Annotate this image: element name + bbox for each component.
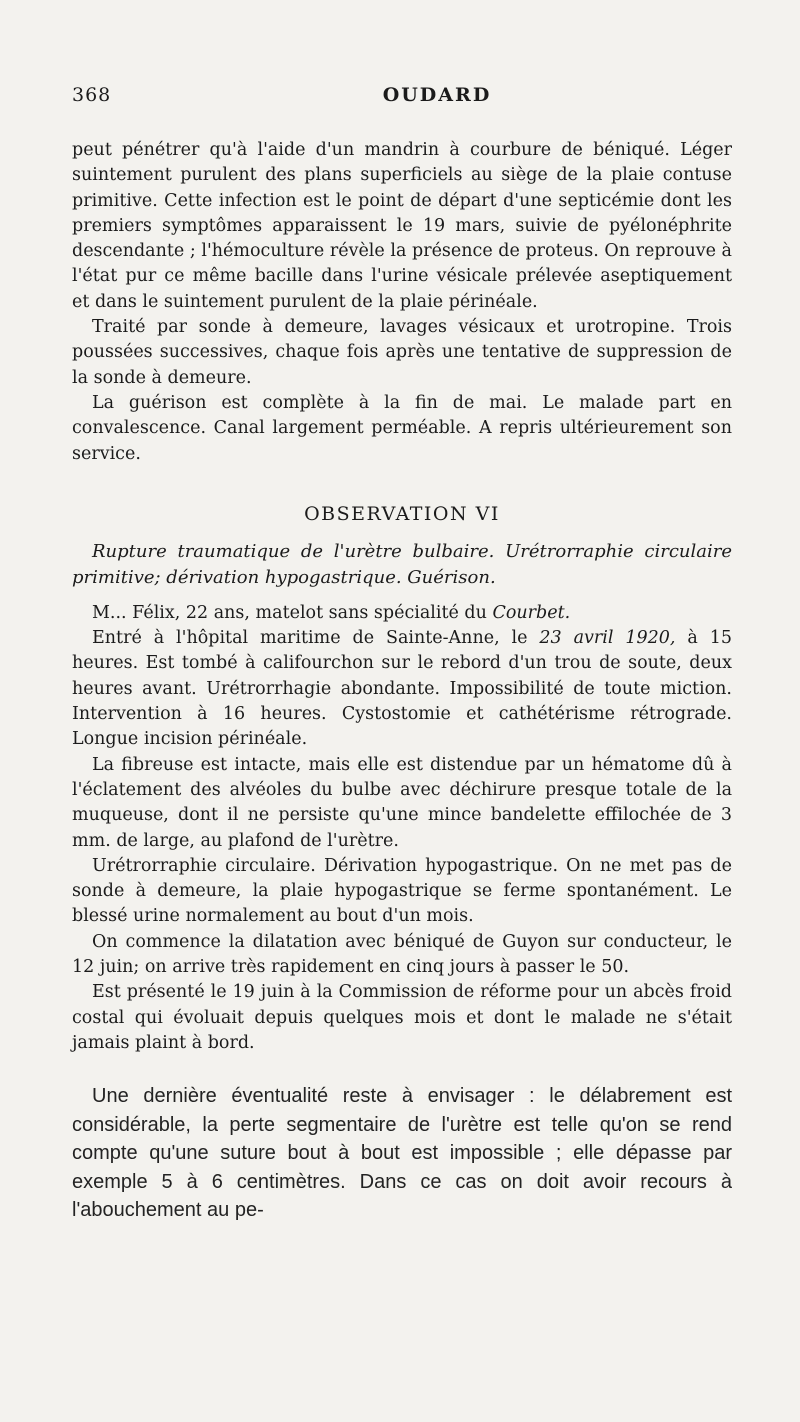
observation-title: OBSERVATION VI (304, 502, 500, 525)
paragraph-commission: Est présenté le 19 juin à la Commission de réforme pour un abcès froid costal qui évoluait depuis quelques mois et dont le malade ne s'était jamais plaint à bord. (72, 982, 732, 1053)
observation-subtitle: Rupture traumatique de l'urètre bulbaire. Urétrorraphie circulaire primitive; dérivation hypogastrique. Guérison. (72, 540, 732, 588)
page-header (72, 84, 732, 114)
page-number: 368 (72, 84, 112, 106)
patient-line (72, 601, 732, 626)
patient-line-text: M... Félix, 22 ans, matelot sans spécialité du (92, 602, 487, 623)
admission-paragraph (72, 626, 732, 752)
paragraph-findings: La fibreuse est intacte, mais elle est distendue par un hématome dû à l'éclatement des alvéoles du bulbe avec déchirure presque totale de la muqueuse, dont il ne persiste qu'une mince bandelette effilochée de 3 mm. de large, au plafond de l'urètre. (72, 754, 732, 851)
paragraph-treatment: Traité par sonde à demeure, lavages vésicaux et urotropine. Trois poussées successives, chaque fois après une tentative de suppression de la sonde à demeure. (72, 317, 732, 388)
paragraph-dilatation: On commence la dilatation avec béniqué de Guyon sur conducteur, le 12 juin; on arrive très rapidement en cinq jours à passer le 50. (72, 931, 732, 978)
admission-prefix: Entré à l'hôpital maritime de Sainte-Anne, le (92, 628, 528, 649)
paragraph-closing: Une dernière éventualité reste à envisager : le délabrement est considérable, la perte segmentaire de l'urètre est telle qu'on se rend compte qu'une suture bout à bout est impossible ; elle dépasse par exemple 5 à 6 centimètres. Dans ce cas on doit avoir recours à l'abouchement au pe- (72, 1085, 732, 1222)
paragraph-case-continuation: peut pénétrer qu'à l'aide d'un mandrin à courbure de béniqué. Léger suintement purulent des plans superficiels au siège de la plaie contuse primitive. Cette infection est le point de départ d'une septicémie dont les premiers symptômes apparaissent le 19 mars, suivie de pyélonéphrite descendante ; l'hémoculture révèle la présence de proteus. On reprouve à l'état pur ce même bacille dans l'urine vésicale prélevée aseptiquement et dans le suintement purulent de la plaie périnéale. (72, 140, 732, 312)
body-text (72, 138, 732, 1225)
paragraph-recovery: La guérison est complète à la fin de mai. Le malade part en convalescence. Canal largement perméable. A repris ultérieurement son service. (72, 392, 732, 464)
closing-section (72, 1082, 732, 1225)
admission-date: 23 avril 1920, (539, 628, 676, 649)
paragraph-procedure: Urétrorraphie circulaire. Dérivation hypogastrique. On ne met pas de sonde à demeure, la plaie hypogastrique se ferme spontanément. Le blessé urine normalement au bout d'un mois. (72, 855, 732, 927)
ship-name: Courbet. (492, 602, 571, 623)
admission-rest: à 15 heures. Est tombé à califourchon sur le rebord d'un trou de soute, deux heures avant. Urétrorrhagie abondante. Impossibilité de toute miction. Intervention à 16 heures. Cystostomie et cathétérisme rétrograde. Longue incision périnéale. (72, 628, 732, 750)
running-title: OUDARD (382, 84, 492, 106)
